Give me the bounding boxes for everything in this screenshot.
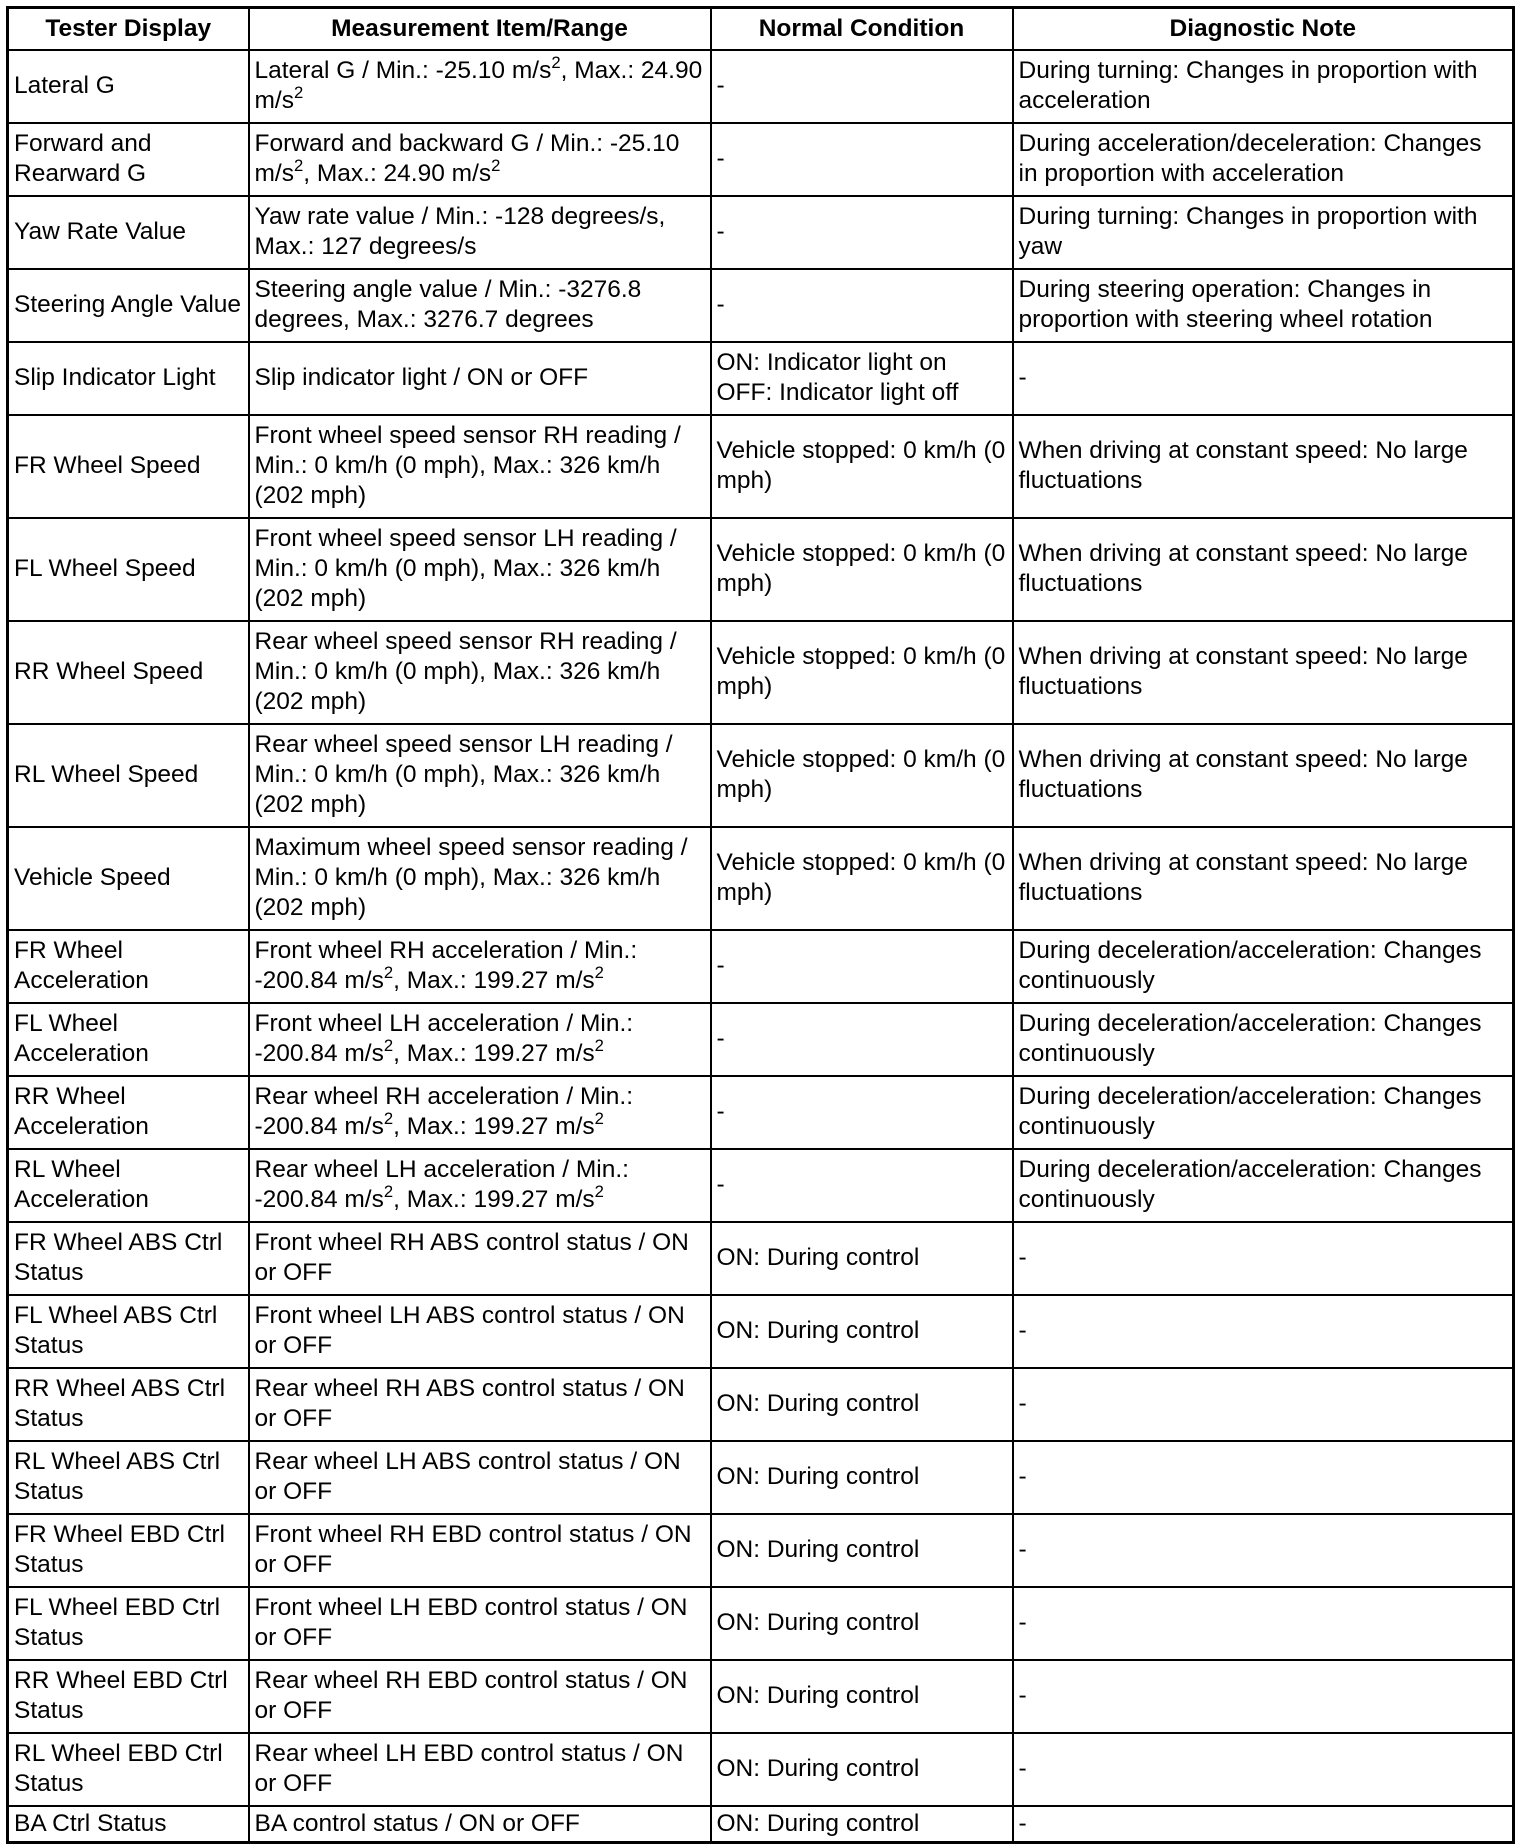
table-row <box>8 827 1514 930</box>
cell-measurement-range <box>249 930 711 1003</box>
table-row <box>8 1806 1514 1843</box>
cell-normal-condition: - <box>711 50 1013 123</box>
cell-diagnostic-note: - <box>1013 1660 1514 1733</box>
cell-tester-display: RL Wheel EBD Ctrl Status <box>8 1733 249 1806</box>
cell-normal-condition: ON: During control <box>711 1587 1013 1660</box>
cell-normal-condition: ON: During control <box>711 1514 1013 1587</box>
cell-diagnostic-note: During deceleration/acceleration: Changes continuously <box>1013 1076 1514 1149</box>
cell-diagnostic-note: - <box>1013 1806 1514 1843</box>
cell-normal-condition: ON: During control <box>711 1441 1013 1514</box>
cell-diagnostic-note: During steering operation: Changes in proportion with steering wheel rotation <box>1013 269 1514 342</box>
cell-diagnostic-note: - <box>1013 1441 1514 1514</box>
superscript-exponent: 2 <box>383 963 394 983</box>
cell-measurement-range <box>249 50 711 123</box>
cell-normal-condition: Vehicle stopped: 0 km/h (0 mph) <box>711 827 1013 930</box>
range-text: Front wheel LH acceleration / Min.: -200.84 m/s <box>254 1010 634 1067</box>
cell-measurement-range <box>249 1660 711 1733</box>
superscript-exponent: 2 <box>594 963 604 983</box>
cell-normal-condition: ON: During control <box>711 1660 1013 1733</box>
header-tester-display: Tester Display <box>8 8 249 50</box>
table-row <box>8 1222 1514 1295</box>
cell-tester-display: FR Wheel ABS Ctrl Status <box>8 1222 249 1295</box>
range-text: , Max.: 199.27 m/s <box>393 967 595 994</box>
data-list-table <box>6 6 1515 1844</box>
range-text: Lateral G / Min.: -25.10 m/s <box>254 57 552 84</box>
cell-measurement-range <box>249 621 711 724</box>
cell-tester-display: Vehicle Speed <box>8 827 249 930</box>
cell-measurement-range <box>249 1003 711 1076</box>
cell-diagnostic-note: - <box>1013 1222 1514 1295</box>
cell-diagnostic-note: When driving at constant speed: No large fluctuations <box>1013 724 1514 827</box>
cell-measurement-range <box>249 123 711 196</box>
cell-tester-display: FR Wheel Speed <box>8 415 249 518</box>
cell-diagnostic-note: - <box>1013 1295 1514 1368</box>
cell-normal-condition: - <box>711 1076 1013 1149</box>
cell-tester-display: RR Wheel EBD Ctrl Status <box>8 1660 249 1733</box>
cell-tester-display: FR Wheel EBD Ctrl Status <box>8 1514 249 1587</box>
table-row <box>8 1295 1514 1368</box>
cell-normal-condition: ON: During control <box>711 1222 1013 1295</box>
range-text: Front wheel RH ABS control status / ON or OFF <box>254 1229 689 1286</box>
cell-normal-condition: Vehicle stopped: 0 km/h (0 mph) <box>711 518 1013 621</box>
cell-measurement-range <box>249 1149 711 1222</box>
cell-normal-condition: ON: During control <box>711 1368 1013 1441</box>
range-text: Front wheel RH acceleration / Min.: -200.84 m/s <box>254 937 638 994</box>
cell-normal-condition: ON: During control <box>711 1733 1013 1806</box>
range-text: Rear wheel speed sensor LH reading / Min.: 0 km/h (0 mph), Max.: 326 km/h (202 mph) <box>254 731 673 818</box>
table-row <box>8 930 1514 1003</box>
superscript-exponent: 2 <box>383 1182 394 1202</box>
cell-tester-display: Slip Indicator Light <box>8 342 249 415</box>
header-row <box>8 8 1514 50</box>
cell-diagnostic-note: - <box>1013 342 1514 415</box>
range-text: Rear wheel LH ABS control status / ON or OFF <box>254 1448 681 1505</box>
range-text: Rear wheel speed sensor RH reading / Min.: 0 km/h (0 mph), Max.: 326 km/h (202 mph) <box>254 628 677 715</box>
range-text: , Max.: 199.27 m/s <box>393 1040 595 1067</box>
table-header <box>8 8 1514 50</box>
cell-measurement-range <box>249 1514 711 1587</box>
table-row <box>8 1149 1514 1222</box>
cell-tester-display: BA Ctrl Status <box>8 1806 249 1843</box>
cell-diagnostic-note: During acceleration/deceleration: Changes in proportion with acceleration <box>1013 123 1514 196</box>
table-row <box>8 342 1514 415</box>
cell-measurement-range <box>249 1076 711 1149</box>
cell-diagnostic-note: During deceleration/acceleration: Changes continuously <box>1013 1149 1514 1222</box>
range-text: Slip indicator light / ON or OFF <box>254 364 589 391</box>
table-row <box>8 1076 1514 1149</box>
range-text: Rear wheel RH EBD control status / ON or OFF <box>254 1667 688 1724</box>
cell-tester-display: RL Wheel Speed <box>8 724 249 827</box>
cell-normal-condition: Vehicle stopped: 0 km/h (0 mph) <box>711 724 1013 827</box>
cell-diagnostic-note: During deceleration/acceleration: Changes continuously <box>1013 1003 1514 1076</box>
table-row <box>8 621 1514 724</box>
table-body <box>8 50 1514 1843</box>
range-text: , Max.: 24.90 m/s <box>254 57 703 114</box>
table-row <box>8 415 1514 518</box>
range-text: Rear wheel RH acceleration / Min.: -200.84 m/s <box>254 1083 634 1140</box>
cell-normal-condition: - <box>711 930 1013 1003</box>
cell-diagnostic-note: - <box>1013 1733 1514 1806</box>
cell-measurement-range <box>249 269 711 342</box>
range-text: Front wheel RH EBD control status / ON or OFF <box>254 1521 692 1578</box>
cell-measurement-range <box>249 1441 711 1514</box>
cell-tester-display: RR Wheel Acceleration <box>8 1076 249 1149</box>
table-row <box>8 1368 1514 1441</box>
table-row <box>8 1441 1514 1514</box>
range-text: Front wheel LH ABS control status / ON or OFF <box>254 1302 685 1359</box>
header-normal-condition: Normal Condition <box>711 8 1013 50</box>
table-row <box>8 1733 1514 1806</box>
cell-tester-display: RR Wheel ABS Ctrl Status <box>8 1368 249 1441</box>
table-row <box>8 50 1514 123</box>
cell-normal-condition: - <box>711 1003 1013 1076</box>
table-row <box>8 123 1514 196</box>
range-text: Front wheel speed sensor LH reading / Min.: 0 km/h (0 mph), Max.: 326 km/h (202 mph) <box>254 525 677 612</box>
superscript-exponent: 2 <box>594 1182 604 1202</box>
table-row <box>8 269 1514 342</box>
cell-measurement-range <box>249 1806 711 1843</box>
cell-normal-condition: ON: During control <box>711 1295 1013 1368</box>
cell-measurement-range <box>249 724 711 827</box>
table-row <box>8 1003 1514 1076</box>
table-row <box>8 1660 1514 1733</box>
cell-normal-condition: ON: During control <box>711 1806 1013 1843</box>
cell-tester-display: FR Wheel Acceleration <box>8 930 249 1003</box>
superscript-exponent: 2 <box>293 83 304 103</box>
cell-diagnostic-note: - <box>1013 1368 1514 1441</box>
cell-diagnostic-note: - <box>1013 1587 1514 1660</box>
header-measurement-item-range: Measurement Item/Range <box>249 8 711 50</box>
range-text: Front wheel LH EBD control status / ON or OFF <box>254 1594 688 1651</box>
cell-normal-condition <box>711 342 1013 415</box>
cell-measurement-range <box>249 196 711 269</box>
range-text: BA control status / ON or OFF <box>254 1809 580 1837</box>
cell-measurement-range <box>249 1733 711 1806</box>
range-text: , Max.: 199.27 m/s <box>393 1186 595 1213</box>
normal-condition-line: OFF: Indicator light off <box>716 379 959 406</box>
cell-measurement-range <box>249 1587 711 1660</box>
cell-tester-display: Lateral G <box>8 50 249 123</box>
cell-measurement-range <box>249 1295 711 1368</box>
superscript-exponent: 2 <box>383 1036 394 1056</box>
cell-tester-display: Yaw Rate Value <box>8 196 249 269</box>
cell-measurement-range <box>249 415 711 518</box>
cell-diagnostic-note: When driving at constant speed: No large fluctuations <box>1013 621 1514 724</box>
cell-measurement-range <box>249 518 711 621</box>
range-text: Forward and backward G / Min.: -25.10 m/s <box>254 130 680 187</box>
cell-tester-display: Forward and Rearward G <box>8 123 249 196</box>
cell-tester-display: RL Wheel ABS Ctrl Status <box>8 1441 249 1514</box>
cell-tester-display: FL Wheel EBD Ctrl Status <box>8 1587 249 1660</box>
superscript-exponent: 2 <box>594 1109 604 1129</box>
cell-tester-display: Steering Angle Value <box>8 269 249 342</box>
table-row <box>8 518 1514 621</box>
superscript-exponent: 2 <box>551 53 561 73</box>
data-list-table-container <box>6 6 1512 1844</box>
cell-diagnostic-note: - <box>1013 1514 1514 1587</box>
cell-measurement-range <box>249 1222 711 1295</box>
normal-condition-line: ON: Indicator light on <box>716 349 947 376</box>
range-text: , Max.: 199.27 m/s <box>393 1113 595 1140</box>
cell-normal-condition: - <box>711 196 1013 269</box>
cell-normal-condition: Vehicle stopped: 0 km/h (0 mph) <box>711 415 1013 518</box>
cell-measurement-range <box>249 827 711 930</box>
cell-diagnostic-note: During turning: Changes in proportion with acceleration <box>1013 50 1514 123</box>
cell-measurement-range <box>249 1368 711 1441</box>
cell-tester-display: RR Wheel Speed <box>8 621 249 724</box>
cell-normal-condition: - <box>711 269 1013 342</box>
header-diagnostic-note: Diagnostic Note <box>1013 8 1514 50</box>
range-text: Rear wheel LH EBD control status / ON or OFF <box>254 1740 684 1797</box>
range-text: , Max.: 24.90 m/s <box>303 160 492 187</box>
superscript-exponent: 2 <box>293 156 304 176</box>
range-text: Front wheel speed sensor RH reading / Min.: 0 km/h (0 mph), Max.: 326 km/h (202 mph) <box>254 422 681 509</box>
superscript-exponent: 2 <box>594 1036 604 1056</box>
range-text: Steering angle value / Min.: -3276.8 degrees, Max.: 3276.7 degrees <box>254 276 642 333</box>
cell-diagnostic-note: When driving at constant speed: No large fluctuations <box>1013 415 1514 518</box>
table-row <box>8 196 1514 269</box>
range-text: Yaw rate value / Min.: -128 degrees/s, Max.: 127 degrees/s <box>254 203 666 260</box>
cell-diagnostic-note: When driving at constant speed: No large fluctuations <box>1013 518 1514 621</box>
table-row <box>8 724 1514 827</box>
cell-tester-display: FL Wheel Speed <box>8 518 249 621</box>
cell-tester-display: RL Wheel Acceleration <box>8 1149 249 1222</box>
cell-tester-display: FL Wheel ABS Ctrl Status <box>8 1295 249 1368</box>
range-text: Rear wheel LH acceleration / Min.: -200.84 m/s <box>254 1156 629 1213</box>
cell-diagnostic-note: During deceleration/acceleration: Changes continuously <box>1013 930 1514 1003</box>
superscript-exponent: 2 <box>491 156 501 176</box>
table-row <box>8 1587 1514 1660</box>
cell-measurement-range <box>249 342 711 415</box>
cell-normal-condition: - <box>711 123 1013 196</box>
table-row <box>8 1514 1514 1587</box>
cell-diagnostic-note: During turning: Changes in proportion with yaw <box>1013 196 1514 269</box>
range-text: Rear wheel RH ABS control status / ON or OFF <box>254 1375 685 1432</box>
superscript-exponent: 2 <box>383 1109 394 1129</box>
cell-diagnostic-note: When driving at constant speed: No large fluctuations <box>1013 827 1514 930</box>
range-text: Maximum wheel speed sensor reading / Min.: 0 km/h (0 mph), Max.: 326 km/h (202 mph) <box>254 834 688 921</box>
cell-tester-display: FL Wheel Acceleration <box>8 1003 249 1076</box>
cell-normal-condition: Vehicle stopped: 0 km/h (0 mph) <box>711 621 1013 724</box>
cell-normal-condition: - <box>711 1149 1013 1222</box>
